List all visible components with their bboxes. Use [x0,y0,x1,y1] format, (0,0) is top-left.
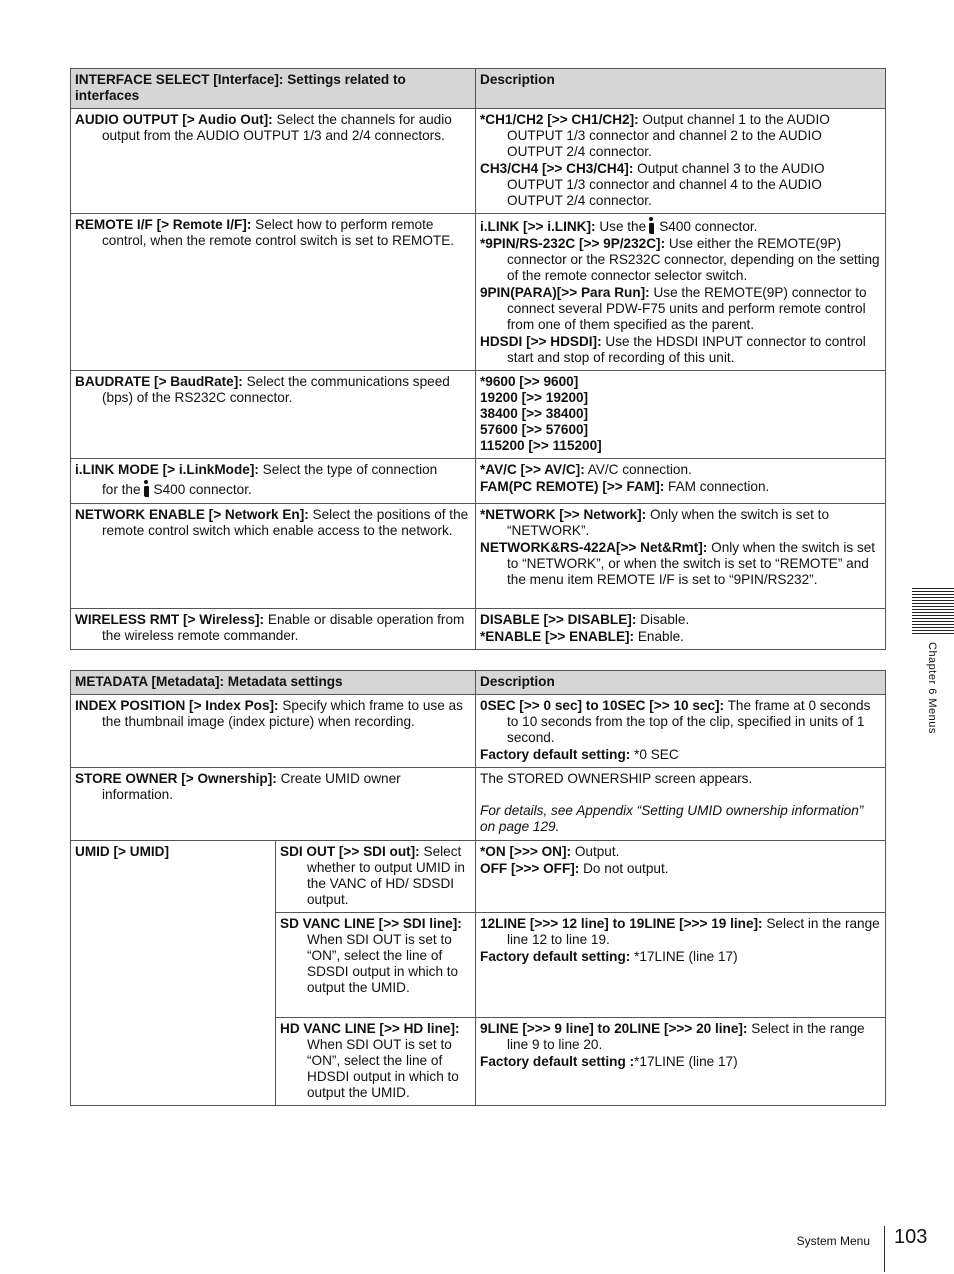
description-cell [476,504,886,609]
option-name: i.LINK [>> i.LINK]: [480,219,596,234]
ilink-icon [648,217,655,234]
option-text: Use the [599,219,647,234]
setting-text: for the [102,482,141,497]
option-text: Use the HDSDI INPUT connector to control start and stop of recording of this unit. [507,334,866,365]
setting-name: BAUDRATE [> BaudRate]: [75,374,243,389]
setting-name: INDEX POSITION [> Index Pos]: [75,698,279,713]
description-cell [476,609,886,650]
setting-cell [71,504,476,609]
option-text: Use either the REMOTE(9P) connector or the RS232C connector, depending on the setting of the remote connector selector switch. [507,236,880,283]
table-header-row [71,69,886,109]
sub-setting-text: Select whether to output UMID in the VANC of HD/ SDSDI output. [307,844,465,907]
footer-divider [884,1226,885,1272]
setting-text: Select the communications speed (bps) of the RS232C connector. [102,374,450,405]
default-value: *17LINE (line 17) [634,1054,738,1069]
page-number: 103 [894,1226,928,1248]
footer-section-name: System Menu [796,1234,870,1248]
option-text: Output channel 3 to the AUDIO OUTPUT 1/3 connector and channel 4 to the AUDIO OUTPUT 2/4 connector. [507,161,825,208]
option-text: Do not output. [583,861,669,876]
description-cell [476,459,886,504]
option-name: 9PIN(PARA)[>> Para Run]: [480,285,650,300]
setting-cell [71,459,476,504]
option-text: Output. [574,844,620,859]
option-name: 38400 [>> 38400] [480,406,589,421]
setting-text: Select the type of connection [262,462,438,477]
metadata-table [70,670,886,1106]
option-text: Only when the switch is set to “NETWORK”. [507,507,830,538]
table-row-network-enable [71,504,886,609]
header-description: Description [476,671,886,695]
option-name: *NETWORK [>> Network]: [480,507,647,522]
option-text: AV/C connection. [587,462,692,477]
option-name: 19200 [>> 19200] [480,390,589,405]
setting-text: Enable or disable operation from the wireless remote commander. [102,612,465,643]
interface-select-table [70,68,886,650]
setting-text: Select how to perform remote control, when the remote control switch is set to REMOTE. [102,217,455,248]
setting-text: Create UMID owner information. [102,771,401,802]
table-row-store-owner [71,768,886,841]
option-name: OFF [>>> OFF]: [480,861,580,876]
option-name: *CH1/CH2 [>> CH1/CH2]: [480,112,639,127]
option-name: 12LINE [>>> 12 line] to 19LINE [>>> 19 line]: [480,916,763,931]
option-text: Only when the switch is set to “NETWORK”, or when the switch is set to “REMOTE” and the menu item REMOTE I/F is set to “9PIN/RS232”. [507,540,876,587]
setting-name: STORE OWNER [> Ownership]: [75,771,277,786]
sub-setting-text: When SDI OUT is set to “ON”, select the line of SDSDI output in which to output the UMID. [307,932,459,995]
option-text: The frame at 0 seconds to 10 seconds from the top of the clip, specified in units of 1 second. [507,698,871,745]
sub-setting-text: When SDI OUT is set to “ON”, select the line of HDSDI output in which to output the UMID. [307,1037,459,1100]
sub-setting-name: SDI OUT [>> SDI out]: [280,844,420,859]
setting-cell [71,109,476,214]
setting-name: i.LINK MODE [> i.LinkMode]: [75,462,259,477]
option-name: NETWORK&RS-422A[>> Net&Rmt]: [480,540,708,555]
table-row-ilink-mode [71,459,886,504]
option-text: Use the REMOTE(9P) connector to connect several PDW-F75 units and perform remote control from one of them specified as the parent. [507,285,867,332]
option-text: Select in the range line 9 to line 20. [507,1021,865,1052]
table-row-umid-sdi-out [71,841,886,913]
setting-name: AUDIO OUTPUT [> Audio Out]: [75,112,273,127]
table-row-index-position [71,695,886,768]
option-text: FAM connection. [668,479,770,494]
option-name: *AV/C [>> AV/C]: [480,462,585,477]
option-name: *ON [>>> ON]: [480,844,572,859]
chapter-tab-stripes [912,588,954,636]
setting-text: S400 connector. [153,482,252,497]
description-cell [476,214,886,371]
option-name: DISABLE [>> DISABLE]: [480,612,637,627]
option-text: Enable. [637,629,684,644]
default-value: *0 SEC [634,747,679,762]
setting-cell [71,214,476,371]
option-name: 57600 [>> 57600] [480,422,589,437]
sub-setting-name: HD VANC LINE [>> HD line]: [280,1021,460,1036]
option-text: Output channel 1 to the AUDIO OUTPUT 1/3 connector and channel 2 to the AUDIO OUTPUT 2/4 connector. [507,112,830,159]
setting-cell [71,371,476,459]
setting-cell [71,695,476,768]
option-name: 115200 [>> 115200] [480,438,602,453]
setting-name: REMOTE I/F [> Remote I/F]: [75,217,252,232]
header-setting: INTERFACE SELECT [Interface]: Settings related to interfaces [71,69,476,109]
cross-reference: For details, see Appendix “Setting UMID ownership information” on page 129. [480,803,864,834]
option-name: *ENABLE [>> ENABLE]: [480,629,635,644]
option-name: *9PIN/RS-232C [>> 9P/232C]: [480,236,666,251]
setting-name: UMID [> UMID] [75,844,170,859]
setting-text: Select the positions of the remote control switch which enable access to the network. [102,507,469,538]
header-description: Description [476,69,886,109]
description-cell [476,109,886,214]
default-label: Factory default setting : [480,1054,635,1069]
option-name: 9LINE [>>> 9 line] to 20LINE [>>> 20 line]: [480,1021,748,1036]
table-row-audio-output [71,109,886,214]
chapter-side-label: Chapter 6 Menus [926,642,938,734]
sub-setting-cell [276,1018,476,1106]
description-cell [476,1018,886,1106]
setting-cell [71,841,276,1106]
sub-setting-cell [276,913,476,1018]
description-cell [476,768,886,841]
table-row-wireless-rmt [71,609,886,650]
description-text: The STORED OWNERSHIP screen appears. [480,771,753,786]
description-cell [476,841,886,913]
sub-setting-cell [276,841,476,913]
setting-name: WIRELESS RMT [> Wireless]: [75,612,265,627]
table-row-baudrate [71,371,886,459]
ilink-icon [143,480,150,497]
default-label: Factory default setting: [480,747,631,762]
option-text: S400 connector. [659,219,758,234]
description-cell [476,695,886,768]
option-text: Select in the range line 12 to line 19. [507,916,880,947]
table-row-remote-if [71,214,886,371]
table-header-row [71,671,886,695]
setting-cell [71,609,476,650]
description-cell [476,371,886,459]
setting-name: NETWORK ENABLE [> Network En]: [75,507,309,522]
header-setting: METADATA [Metadata]: Metadata settings [71,671,476,695]
description-cell [476,913,886,1018]
sub-setting-name: SD VANC LINE [>> SDI line]: [280,916,462,931]
default-value: *17LINE (line 17) [634,949,738,964]
option-name: 0SEC [>> 0 sec] to 10SEC [>> 10 sec]: [480,698,725,713]
option-name: *9600 [>> 9600] [480,374,579,389]
default-label: Factory default setting: [480,949,631,964]
option-text: Disable. [640,612,690,627]
option-name: HDSDI [>> HDSDI]: [480,334,602,349]
setting-cell [71,768,476,841]
option-name: CH3/CH4 [>> CH3/CH4]: [480,161,634,176]
setting-text: Select the channels for audio output from the AUDIO OUTPUT 1/3 and 2/4 connectors. [102,112,452,143]
option-name: FAM(PC REMOTE) [>> FAM]: [480,479,665,494]
setting-text: Specify which frame to use as the thumbnail image (index picture) when recording. [102,698,463,729]
